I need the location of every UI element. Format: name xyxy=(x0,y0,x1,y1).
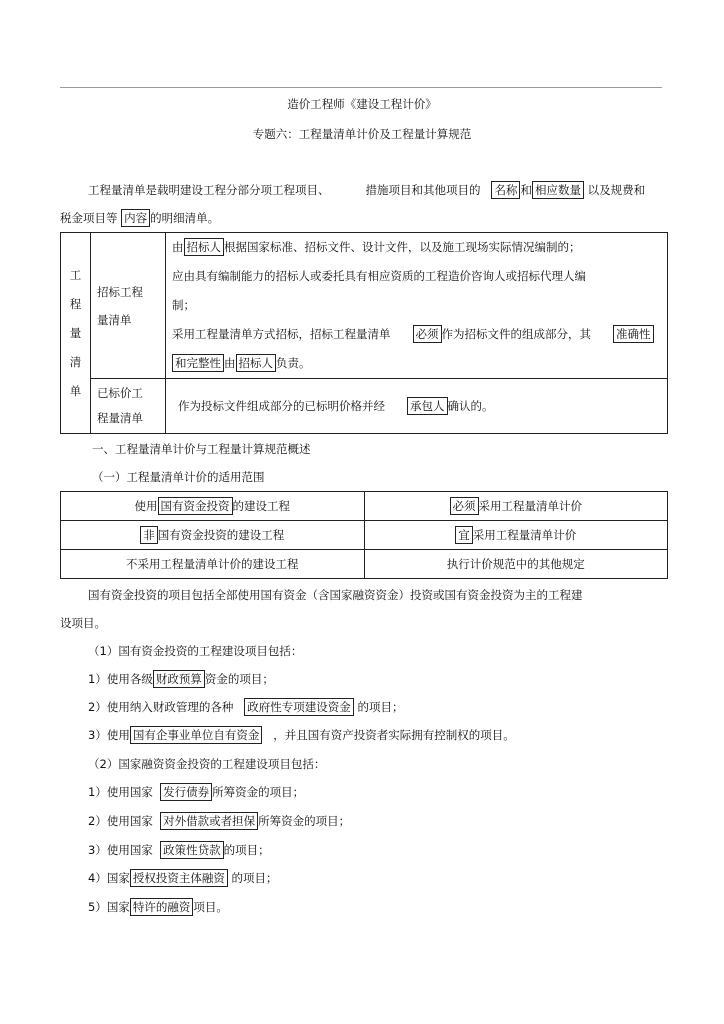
cell-text: 采用工程量清单计价 xyxy=(478,499,582,513)
scope-cell: 不采用工程量清单计价的建设工程 xyxy=(61,550,365,579)
list-heading: （1）国有资金投资的工程建设项目包括： xyxy=(88,644,303,658)
scope-cell: 执行计价规范中的其他规定 xyxy=(364,550,668,579)
intro-text: 措施项目和其他项目的 xyxy=(365,183,481,197)
table-row xyxy=(61,550,668,579)
intro-text: 的明细清单。 xyxy=(150,211,220,225)
cell-text: 国有资金投资的建设工程 xyxy=(157,528,285,542)
row-label: 已标价工 xyxy=(97,386,143,400)
paragraph-line: 设项目。 xyxy=(60,616,106,630)
scope-cell xyxy=(61,492,365,521)
side-char: 清 xyxy=(69,354,82,369)
content-line xyxy=(166,320,667,349)
table-row xyxy=(61,521,668,550)
keyword-box: 国有资金投资 xyxy=(158,497,233,515)
side-char: 量 xyxy=(69,325,82,340)
scope-cell xyxy=(61,521,365,550)
list-item xyxy=(88,699,403,715)
content-line xyxy=(166,233,667,262)
row-label-cell xyxy=(91,233,166,379)
content-text: 根据国家标准、招标文件、设计文件，以及施工现场实际情况编制的； xyxy=(224,240,581,254)
content-line: 制； xyxy=(172,298,195,312)
keyword-box: 必须 xyxy=(413,325,442,343)
keyword-box: 对外借款或者担保 xyxy=(160,812,258,830)
content-text: 确认的。 xyxy=(447,399,494,413)
content-text: 负责。 xyxy=(276,356,311,370)
section-subtitle: （一）工程量清单计价的适用范围 xyxy=(92,470,265,484)
keyword-box: 准确性 xyxy=(613,325,654,343)
header-rule xyxy=(60,87,662,88)
row-content-cell xyxy=(166,379,668,434)
intro-text: 工程量清单是载明建设工程分部分项工程项目、 xyxy=(88,183,330,197)
keyword-box: 内容 xyxy=(121,209,150,227)
doc-subtitle: 专题六：工程量清单计价及工程量计算规范 xyxy=(252,127,472,141)
row-label: 招标工程 xyxy=(97,284,143,299)
item-text: 3）使用国家 xyxy=(88,843,153,857)
cell-text: 使用 xyxy=(134,499,158,513)
scope-cell xyxy=(364,492,668,521)
item-text: 2）使用纳入财政管理的各种 xyxy=(88,700,234,714)
keyword-box: 必须 xyxy=(450,497,479,515)
content-line xyxy=(166,349,667,378)
item-text: 2）使用国家 xyxy=(88,814,153,828)
list-item xyxy=(88,870,277,886)
item-text: 1）使用国家 xyxy=(88,785,153,799)
paragraph-line: 国有资金投资的项目包括全部使用国有资金（含国家融资资金）投资或国有资金投资为主的工程建 xyxy=(88,588,583,602)
intro-line-1 xyxy=(88,182,645,198)
keyword-box: 财政预算 xyxy=(153,670,205,688)
item-text: 5）国家 xyxy=(88,900,130,914)
keyword-box: 承包人 xyxy=(407,397,448,415)
intro-text: 以及规费和 xyxy=(587,183,646,197)
keyword-box: 相应数量 xyxy=(532,181,584,199)
intro-text: 和 xyxy=(520,183,532,197)
keyword-box: 非 xyxy=(140,526,158,544)
side-char: 工 xyxy=(69,267,82,282)
list-item xyxy=(88,727,515,743)
content-text: 作为投标文件组成部分的已标明价格并经 xyxy=(178,399,385,413)
keyword-box: 招标人 xyxy=(236,354,277,372)
scope-cell xyxy=(364,521,668,550)
item-text: 的项目； xyxy=(357,700,404,714)
item-text: 的项目； xyxy=(223,843,270,857)
row-label: 程量清单 xyxy=(97,411,143,425)
scope-table xyxy=(60,491,668,579)
intro-line-2 xyxy=(60,210,219,226)
keyword-box: 名称 xyxy=(491,181,520,199)
table-row xyxy=(61,492,668,521)
content-line: 应由具有编制能力的招标人或委托具有相应资质的工程造价咨询人或招标代理人编 xyxy=(172,269,586,283)
list-item xyxy=(88,784,304,800)
keyword-box: 和完整性 xyxy=(172,354,224,372)
item-text: 项目。 xyxy=(193,900,228,914)
side-label-cell xyxy=(61,233,91,434)
item-text: 1）使用各级 xyxy=(88,672,153,686)
cell-text: 采用工程量清单计价 xyxy=(472,528,577,542)
content-text: 作为招标文件的组成部分，其 xyxy=(441,327,591,341)
intro-text: 税金项目等 xyxy=(60,211,118,225)
content-text: 采用工程量清单方式招标，招标工程量清单 xyxy=(172,327,391,341)
keyword-box: 特许的融资 xyxy=(130,898,194,916)
list-heading: （2）国家融资资金投资的工程建设项目包括： xyxy=(88,757,326,771)
list-item xyxy=(88,813,350,829)
list-item xyxy=(88,842,270,858)
keyword-box: 发行债券 xyxy=(160,783,212,801)
item-text: 所筹资金的项目； xyxy=(212,785,305,799)
list-item xyxy=(88,899,228,915)
row-label-cell xyxy=(91,379,166,434)
keyword-box: 政策性贷款 xyxy=(160,841,224,859)
keyword-box: 国有企事业单位自有资金 xyxy=(130,726,263,744)
side-char: 单 xyxy=(69,383,82,398)
keyword-box: 授权投资主体融资 xyxy=(130,869,228,887)
item-text: 3）使用 xyxy=(88,728,130,742)
item-text: 4）国家 xyxy=(88,871,130,885)
content-text: 由 xyxy=(172,240,184,254)
item-text: ，并且国有资产投资者实际拥有控制权的项目。 xyxy=(273,728,515,742)
keyword-box: 宜 xyxy=(455,526,473,544)
item-text: 资金的项目； xyxy=(204,672,274,686)
table-row xyxy=(61,379,668,434)
item-text: 的项目； xyxy=(231,871,278,885)
bill-of-quantities-table xyxy=(60,232,668,434)
list-item xyxy=(88,671,274,687)
doc-title: 造价工程师《建设工程计价》 xyxy=(287,97,437,111)
item-text: 所筹资金的项目； xyxy=(258,814,351,828)
table-row xyxy=(61,233,668,379)
section-title: 一、工程量清单计价与工程量计算规范概述 xyxy=(92,442,311,456)
content-text: 由 xyxy=(224,356,236,370)
cell-text: 的建设工程 xyxy=(232,499,290,513)
keyword-box: 招标人 xyxy=(184,238,225,256)
row-content-cell xyxy=(166,233,668,379)
keyword-box: 政府性专项建设资金 xyxy=(244,698,354,716)
side-char: 程 xyxy=(69,296,82,311)
row-label: 量清单 xyxy=(97,312,132,327)
